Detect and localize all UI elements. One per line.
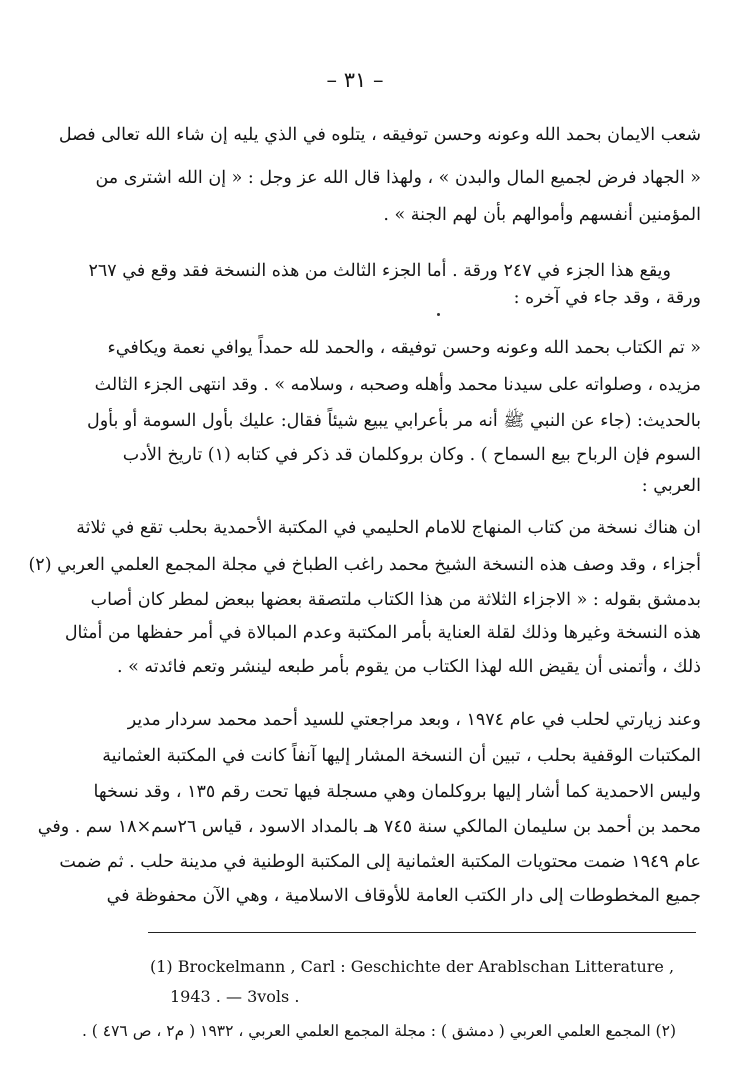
footnote-1-line-2: 1943 . — 3vols . bbox=[170, 987, 300, 1006]
text-line: مزيده ، وصلواته على سيدنا محمد وأهله وصحبه ، وسلامه » . وقد انتهى الجزء الثالث bbox=[94, 375, 701, 395]
text-line: هذه النسخة وغيرها وذلك لقلة العناية بأمر المكتبة وعدم المبالاة في أمر حفظها من أمثال bbox=[64, 623, 701, 643]
footnote-1-line-1: (1) Brockelmann , Carl : Geschichte der Arablschan Litterature , bbox=[150, 957, 675, 976]
text-line: أجزاء ، وقد وصف هذه النسخة الشيخ محمد راغب الطباخ في مجلة المجمع العلمي العربي (٢) bbox=[28, 555, 701, 575]
text-line: المؤمنين أنفسهم وأموالهم بأن لهم الجنة » . bbox=[383, 205, 701, 225]
text-line: المكتبات الوقفية بحلب ، تبين أن النسخة المشار إليها آنفاً كانت في المكتبة العثمانية bbox=[102, 746, 701, 766]
text-line: وعند زيارتي لحلب في عام ١٩٧٤ ، وبعد مراجعتي للسيد أحمد محمد سردار مدير bbox=[127, 710, 701, 730]
text-line: بدمشق بقوله : « الاجزاء الثلاثة من هذا الكتاب ملتصقة بعضها ببعض لمطر كان أصاب bbox=[90, 590, 701, 610]
text-line: « تم الكتاب بحمد الله وعونه وحسن توفيقه ، والحمد لله حمداً يوافي نعمة ويكافيء bbox=[107, 338, 701, 358]
text-line: شعب الايمان بحمد الله وعونه وحسن توفيقه ، يتلوه في الذي يليه إن شاء الله تعالى فصل bbox=[58, 125, 701, 145]
text-line: « الجهاد فرض لجميع المال والبدن » ، ولهذا قال الله عز وجل : « إن الله اشترى من bbox=[95, 168, 701, 188]
ink-speck bbox=[437, 313, 440, 316]
text-line: السوم فإن الرباح بيع السماح ) . وكان بروكلمان قد ذكر في كتابه (١) تاريخ الأدب bbox=[122, 445, 701, 465]
text-line: ويقع هذا الجزء في ٢٤٧ ورقة . أما الجزء الثالث من هذه النسخة فقد وقع في ٢٦٧ bbox=[88, 261, 671, 281]
text-line: محمد بن أحمد بن سليمان المالكي سنة ٧٤٥ هـ بالمداد الاسود ، قياس ٢٦سم×١٨ سم . وفي bbox=[37, 817, 701, 837]
page-number: – ٣١ – bbox=[326, 68, 384, 92]
text-line: وليس الاحمدية كما أشار إليها بروكلمان وهي مسجلة فيها تحت رقم ١٣٥ ، وقد نسخها bbox=[93, 782, 701, 802]
text-line: جميع المخطوطات إلى دار الكتب العامة للأوقاف الاسلامية ، وهي الآن محفوظة في bbox=[106, 886, 701, 906]
text-line: العربي : bbox=[641, 476, 701, 496]
text-line: بالحديث: (جاء عن النبي ﷺ أنه مر بأعرابي يبيع شيئاً فقال: عليك بأول السومة أو بأول bbox=[86, 411, 701, 431]
text-line: ورقة ، وقد جاء في آخره : bbox=[513, 288, 701, 308]
footnote-separator bbox=[148, 932, 696, 933]
text-line: ان هناك نسخة من كتاب المنهاج للامام الحليمي في المكتبة الأحمدية بحلب تقع في ثلاثة bbox=[76, 518, 701, 538]
text-line: ذلك ، وأتمنى أن يقيض الله لهذا الكتاب من يقوم بأمر طبعه لينشر وتعم فائدته » . bbox=[116, 657, 701, 677]
text-line: عام ١٩٤٩ ضمت محتويات المكتبة العثمانية إلى المكتبة الوطنية في مدينة حلب . ثم ضمت bbox=[59, 852, 701, 872]
footnote-2: (٢) المجمع العلمي العربي ( دمشق ) : مجلة المجمع العلمي العربي ، ١٩٣٢ ( م٢ ، ص ٤٧٦ ) . bbox=[81, 1022, 676, 1040]
